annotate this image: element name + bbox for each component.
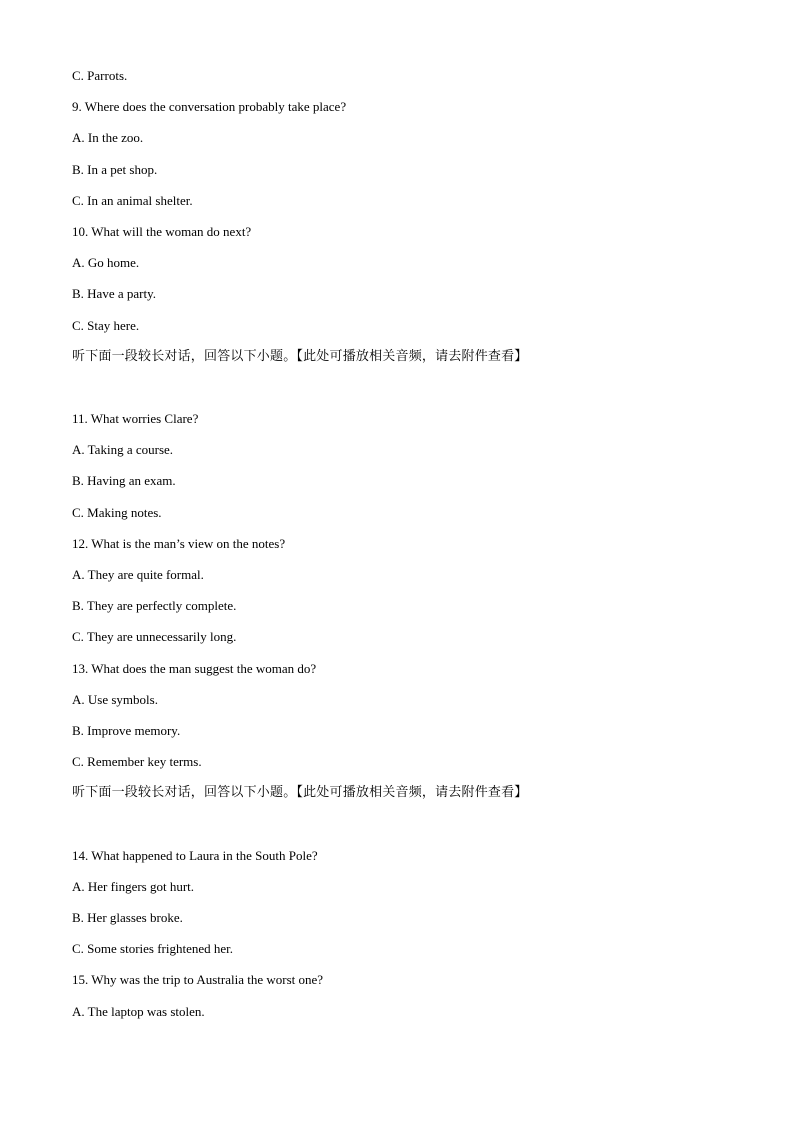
option-line: B. They are perfectly complete. <box>72 598 237 614</box>
option-line: C. Making notes. <box>72 504 162 520</box>
option-line: A. The laptop was stolen. <box>72 1003 205 1019</box>
instruction-line: 听下面一段较长对话，回答以下小题。【此处可播放相关音频，请去附件查看】 <box>72 348 528 364</box>
option-line: B. Her glasses broke. <box>72 910 183 926</box>
instruction-line: 听下面一段较长对话，回答以下小题。【此处可播放相关音频，请去附件查看】 <box>72 785 528 801</box>
option-line: A. Use symbols. <box>72 691 158 707</box>
question-line: 13. What does the man suggest the woman do? <box>72 660 317 676</box>
option-line: C. Stay here. <box>72 317 140 333</box>
option-line: B. Having an exam. <box>72 473 176 489</box>
option-line: C. In an animal shelter. <box>72 192 193 208</box>
option-line: B. In a pet shop. <box>72 161 158 177</box>
blank-line <box>72 816 722 834</box>
option-line: C. Some stories frightened her. <box>72 941 234 957</box>
option-line: A. Her fingers got hurt. <box>72 878 195 894</box>
option-line: B. Improve memory. <box>72 722 181 738</box>
option-line: C. Parrots. <box>72 68 128 83</box>
option-line: A. Taking a course. <box>72 442 174 458</box>
option-line: A. In the zoo. <box>72 130 144 146</box>
question-line: 9. Where does the conversation probably take place? <box>72 99 347 115</box>
blank-line <box>72 379 722 397</box>
option-line: B. Have a party. <box>72 286 156 302</box>
question-line: 12. What is the man’s view on the notes? <box>72 535 286 551</box>
question-line: 15. Why was the trip to Australia the worst one? <box>72 972 324 988</box>
question-line: 14. What happened to Laura in the South Pole? <box>72 847 318 863</box>
question-line: 11. What worries Clare? <box>72 411 199 427</box>
document-page <box>72 67 722 1034</box>
option-line: A. They are quite formal. <box>72 567 204 582</box>
option-line: A. Go home. <box>72 255 140 271</box>
option-line: C. They are unnecessarily long. <box>72 629 237 645</box>
question-line: 10. What will the woman do next? <box>72 223 252 239</box>
option-line: C. Remember key terms. <box>72 754 202 770</box>
